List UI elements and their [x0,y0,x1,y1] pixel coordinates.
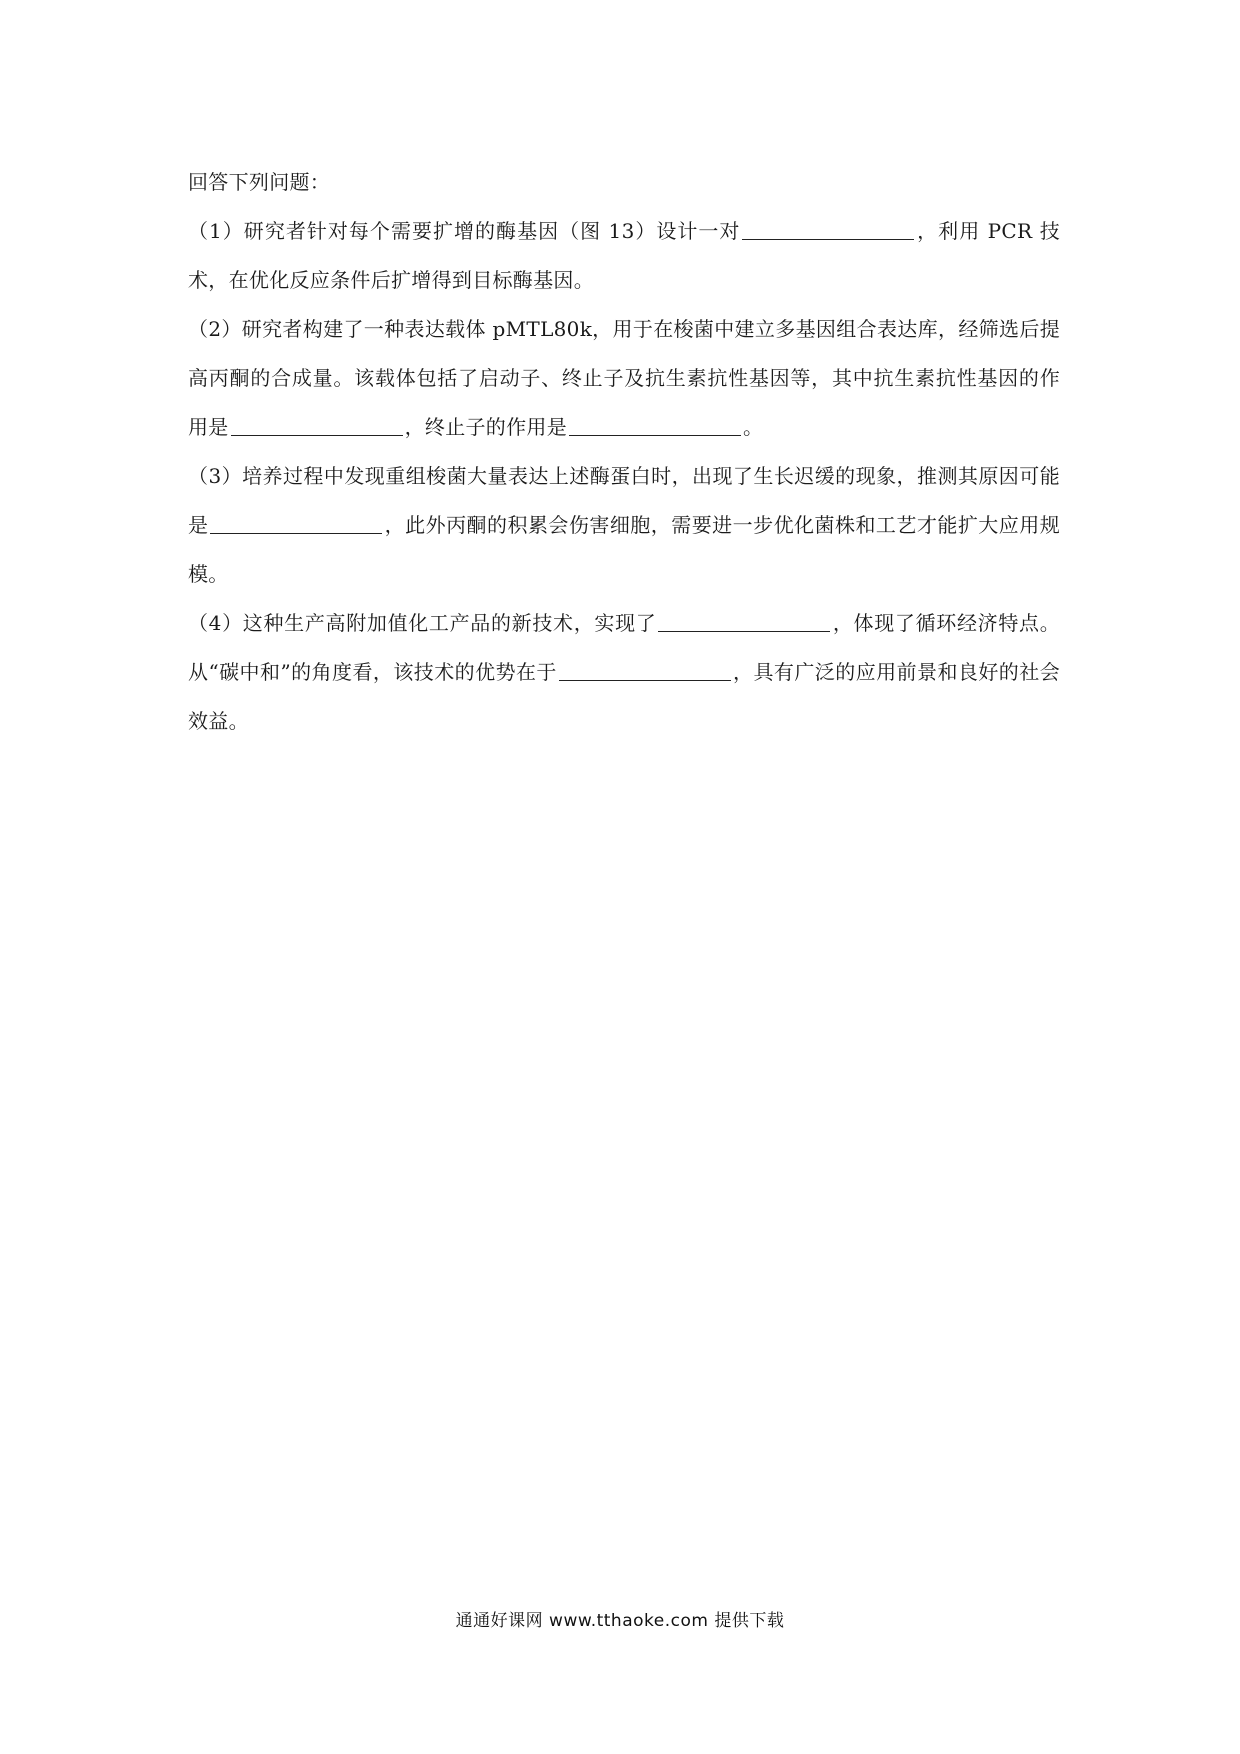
intro-text: 回答下列问题： [188,170,331,194]
question-2-text-b: ，终止子的作用是 [404,415,568,439]
question-2-text-a: （2）研究者构建了一种表达载体 pMTL80k，用于在梭菌中建立多基因组合表达库，经筛选后提高丙酮的合成量。该载体包括了启动子、终止子及抗生素抗性基因等，其中抗生素抗性基因的作用是 [188,317,1060,439]
question-4-text-b: ，体现了循环经济特点。从“碳中和”的角度看，该技术的优势在于 [188,611,1060,684]
question-3-text-a: （3）培养过程中发现重组梭菌大量表达上述酶蛋白时，出现了生长迟缓的现象，推测其原因可能是 [188,464,1060,537]
page-footer: 通通好课网 www.tthaoke.com 提供下载 [455,1611,785,1631]
answer-blank-4a[interactable] [658,611,830,632]
question-content [188,158,1060,746]
answer-blank-2b[interactable] [569,415,741,436]
question-3-text-b: ，此外丙酮的积累会伤害细胞，需要进一步优化菌株和工艺才能扩大应用规模。 [188,513,1060,586]
question-1-text-b: ，利用 PCR 技术，在优化反应条件后扩增得到目标酶基因。 [188,219,1061,292]
question-4-text-a: （4）这种生产高附加值化工产品的新技术，实现了 [188,611,657,635]
question-3 [188,452,1060,599]
question-1 [188,207,1060,305]
question-4-text-c: ，具有广泛的应用前景和良好的社会效益。 [188,660,1060,733]
question-2-text-c: 。 [743,415,764,439]
question-1-text-a: （1）研究者针对每个需要扩增的酶基因（图 13）设计一对 [188,219,741,243]
question-2 [188,305,1060,452]
answer-blank-3[interactable] [210,513,382,534]
answer-blank-1[interactable] [742,219,914,240]
question-4 [188,599,1060,746]
answer-blank-4b[interactable] [559,660,731,681]
answer-blank-2a[interactable] [231,415,403,436]
